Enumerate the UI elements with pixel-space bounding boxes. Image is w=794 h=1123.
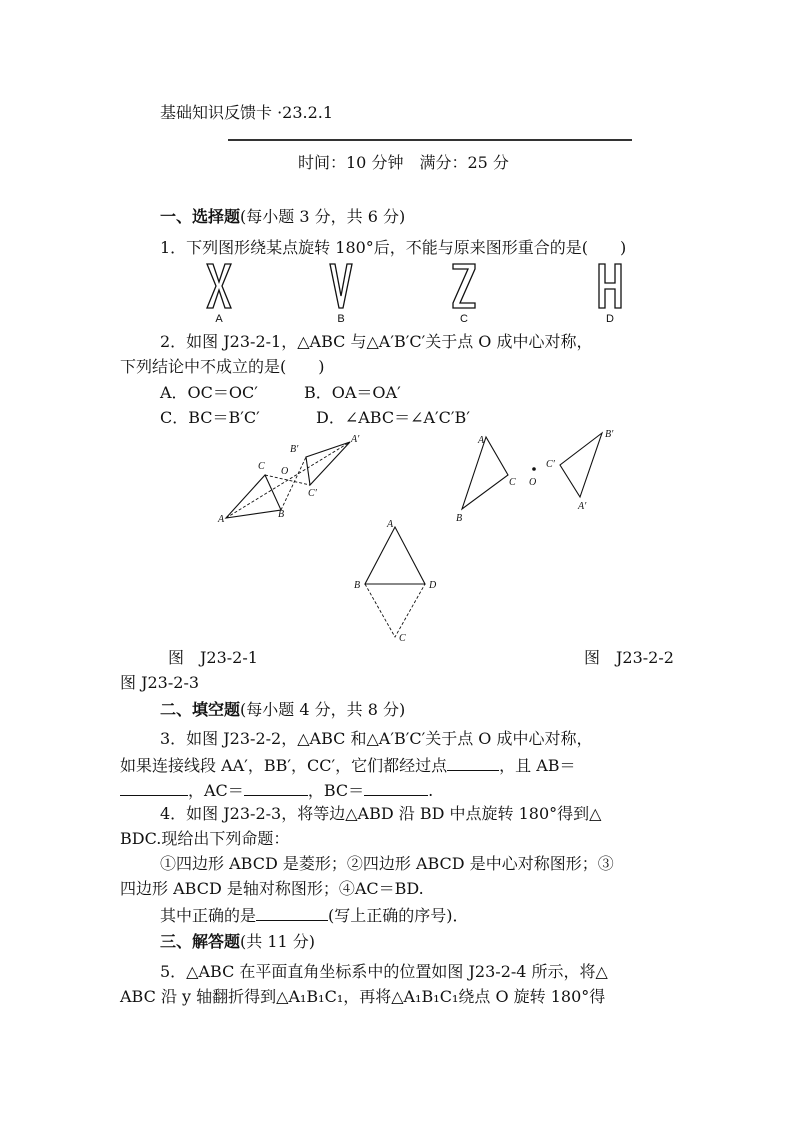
figure-j23-2-2	[450, 425, 625, 525]
fig3-label-b: B	[354, 580, 361, 591]
triangle-a1b1c1	[306, 442, 350, 485]
q3-blank-ab[interactable]	[120, 777, 188, 796]
q5-line2: ABC 沿 y 轴翻折得到△A₁B₁C₁，再将△A₁B₁C₁绕点 O 旋转 180°得	[120, 987, 606, 1006]
option-b-glyph-v	[328, 262, 354, 310]
q4-line2: BDC.现给出下列命题：	[120, 829, 290, 848]
fig1-label-c1: C′	[308, 488, 317, 499]
triangle-a1b1c1	[560, 433, 602, 497]
triangle-abd	[365, 527, 425, 584]
q2-line1: 2．如图 J23-2-1，△ABC 与△A′B′C′关于点 O 成中心对称，	[160, 332, 593, 351]
q2-line2: 下列结论中不成立的是( )	[120, 357, 325, 376]
q2-option-a: A．OC＝OC′	[160, 383, 258, 402]
q3-blank-point[interactable]	[447, 752, 499, 771]
option-c-label: C	[460, 313, 468, 325]
segment-aa1	[226, 442, 350, 518]
fig3-label-d: D	[429, 580, 437, 591]
fig1-label-b1: B′	[290, 444, 299, 455]
option-a-glyph-x	[204, 262, 234, 310]
q3-line2: 如果连接线段 AA′，BB′，CC′，它们都经过点 ，且 AB＝	[120, 752, 576, 778]
header-rule	[228, 139, 632, 141]
segment-bb1	[281, 457, 306, 510]
option-a-label: A	[215, 313, 223, 325]
q2-option-c: C．BC＝B′C′	[160, 408, 260, 427]
fig2-label-c1: C′	[546, 459, 555, 470]
fig2-label-a1: A′	[578, 501, 587, 512]
fig1-label-a1: A′	[351, 434, 360, 445]
triangle-abc	[226, 475, 281, 518]
option-b-label: B	[337, 313, 345, 325]
fig3-label-c: C	[399, 633, 406, 644]
fig2-label-c: C	[509, 477, 516, 488]
card-title: 基础知识反馈卡 ·23.2.1	[160, 103, 334, 122]
q4-line4: 四边形 ABCD 是轴对称图形；④AC＝BD.	[120, 879, 424, 898]
fig2-label-a: A	[478, 435, 485, 446]
time-info: 时间：10 分钟 满分：25 分	[298, 153, 509, 172]
q3-line1: 3．如图 J23-2-2，△ABC 和△A′B′C′关于点 O 成中心对称，	[160, 729, 593, 748]
q2-option-b: B．OA＝OA′	[304, 383, 401, 402]
section3-heading: 三、解答题(共 11 分)	[160, 932, 316, 951]
caption-fig-j23-2-1: 图 J23-2-1	[168, 648, 258, 667]
option-c-glyph-z	[450, 262, 478, 310]
q4-line3: ①四边形 ABCD 是菱形；②四边形 ABCD 是中心对称图形；③	[160, 854, 614, 873]
section3-note: (共 11 分)	[240, 932, 316, 951]
q3-blank-bc[interactable]	[364, 777, 428, 796]
fig1-label-c: C	[258, 461, 265, 472]
fig2-label-o: O	[529, 477, 537, 488]
fig1-label-b: B	[278, 509, 285, 520]
q1-text: 1．下列图形绕某点旋转 180°后，不能与原来图形重合的是( )	[160, 238, 627, 257]
section1-note: (每小题 3 分，共 6 分)	[240, 207, 406, 226]
section2-heading: 二、填空题(每小题 4 分，共 8 分)	[160, 700, 406, 719]
center-point-o	[532, 467, 536, 471]
caption-fig-j23-2-2: 图 J23-2-2	[584, 648, 674, 667]
q4-line1: 4．如图 J23-2-3，将等边△ABD 沿 BD 中点旋转 180°得到△	[160, 804, 602, 823]
section2-note: (每小题 4 分，共 8 分)	[240, 700, 406, 719]
fig2-label-b: B	[456, 513, 463, 524]
option-d-glyph-h	[596, 262, 624, 310]
fig2-label-b1: B′	[605, 429, 614, 440]
triangle-abc	[462, 437, 508, 509]
fig3-label-a: A	[387, 519, 394, 530]
q3-blank-ac[interactable]	[244, 777, 308, 796]
fig1-label-a: A	[218, 514, 225, 525]
q3-line3: ，AC＝ ，BC＝ .	[120, 777, 433, 803]
option-d-label: D	[606, 313, 614, 325]
q4-line5: 其中正确的是 (写上正确的序号)．	[160, 902, 469, 928]
q2-option-d: D．∠ABC＝∠A′C′B′	[316, 408, 470, 427]
caption-fig-j23-2-3: 图 J23-2-3	[120, 673, 200, 692]
figure-j23-2-3	[345, 515, 445, 645]
q4-blank-answer[interactable]	[256, 902, 328, 921]
fig1-label-o: O	[281, 466, 289, 477]
q5-line1: 5．△ABC 在平面直角坐标系中的位置如图 J23-2-4 所示，将△	[160, 962, 608, 981]
section1-heading: 一、选择题(每小题 3 分，共 6 分)	[160, 207, 406, 226]
triangle-bdc	[365, 584, 425, 637]
